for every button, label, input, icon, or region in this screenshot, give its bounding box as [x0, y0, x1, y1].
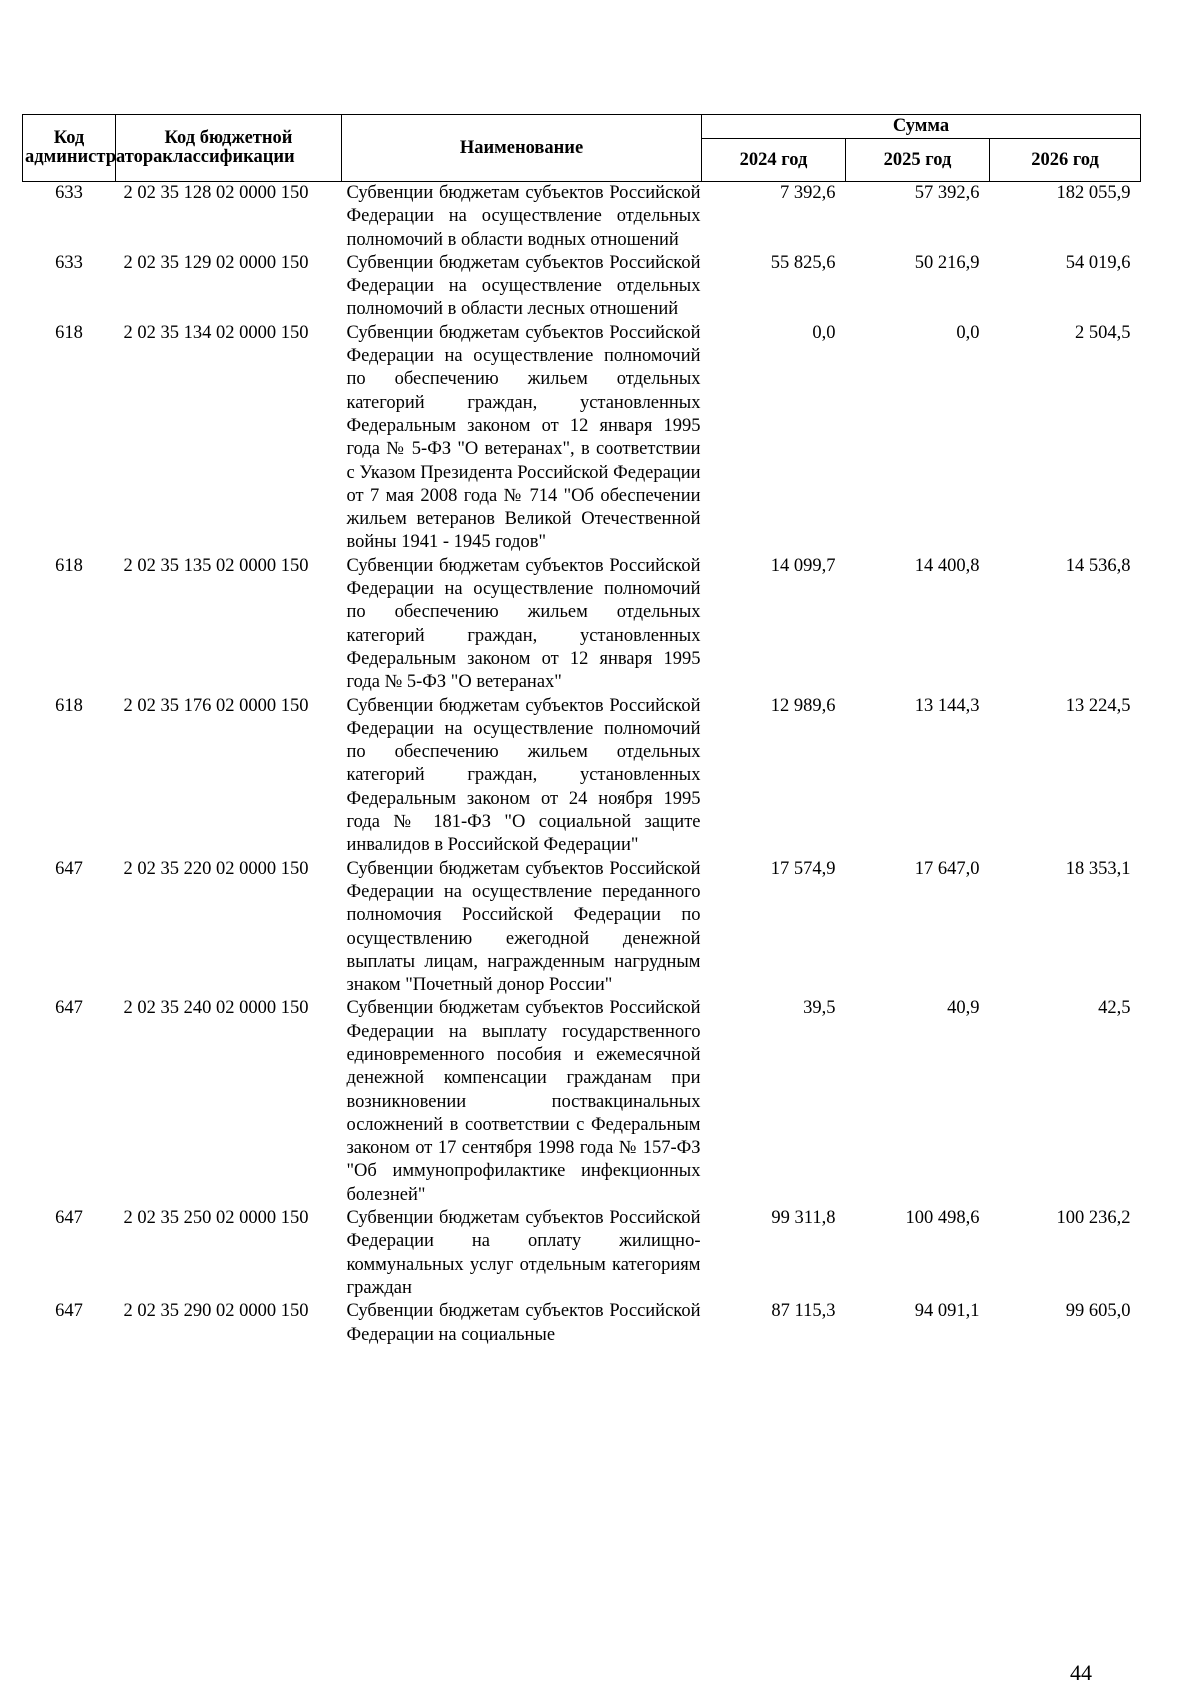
table-row [23, 858, 1141, 998]
header-year-2026: 2026 год [990, 139, 1141, 182]
kbk-cell: 2 02 35 176 02 0000 150 [123, 695, 309, 716]
admin-code-cell: 647 [55, 998, 83, 1019]
kbk-cell: 2 02 35 250 02 0000 150 [123, 1208, 309, 1229]
table-row [23, 1207, 1141, 1300]
sum-2025-cell: 0,0 [956, 322, 980, 343]
sum-2024-cell: 99 311,8 [771, 1208, 836, 1229]
admin-code-cell: 647 [55, 1208, 83, 1229]
header-kbk: Код бюджетной классификации [116, 115, 342, 182]
sum-2026-cell: 182 055,9 [1056, 183, 1131, 203]
name-cell: Субвенции бюджетам субъектов Российской Федерации на осуществление полномочий по обеспечению жильем отдельных категорий граждан, установленных Федеральным законом от 12 января 1995 года № 5-ФЗ "О ветеранах" [346, 555, 701, 693]
table-row [23, 695, 1141, 858]
sum-2024-cell: 39,5 [803, 998, 836, 1019]
sum-2025-cell: 40,9 [947, 998, 980, 1019]
name-cell: Субвенции бюджетам субъектов Российской Федерации на осуществление отдельных полномочий в области лесных отношений [346, 252, 701, 320]
table-header-row [23, 115, 1141, 139]
name-cell: Субвенции бюджетам субъектов Российской Федерации на осуществление отдельных полномочий в области водных отношений [346, 183, 701, 250]
header-admin-code: Код администратора [23, 115, 116, 182]
sum-2026-cell: 18 353,1 [1065, 858, 1131, 879]
table-row [23, 555, 1141, 695]
header-year-2025: 2025 год [846, 139, 990, 182]
page-number: 44 [1070, 1660, 1092, 1685]
name-cell: Субвенции бюджетам субъектов Российской Федерации на осуществление полномочий по обеспечению жильем отдельных категорий граждан, установленных Федеральным законом от 12 января 1995 года № 5-ФЗ "О ветеранах", в соответствии с Указом Президента Российской Федерации от 7 мая 2008 года № 714 "Об обеспечении жильем ветеранов Великой Отечественной войны 1941 - 1945 годов" [346, 322, 701, 553]
sum-2026-cell: 54 019,6 [1065, 252, 1131, 273]
sum-2026-cell: 100 236,2 [1056, 1208, 1131, 1229]
name-cell: Субвенции бюджетам субъектов Российской Федерации на социальные [346, 1301, 701, 1345]
sum-2024-cell: 55 825,6 [770, 252, 836, 273]
admin-code-cell: 647 [55, 1301, 83, 1322]
name-cell: Субвенции бюджетам субъектов Российской Федерации на осуществление полномочий по обеспечению жильем отдельных категорий граждан, установленных Федеральным законом от 24 ноября 1995 года № 181-ФЗ "О социальной защите инвалидов в Российской Федерации" [346, 695, 701, 856]
budget-revenue-table [22, 114, 1141, 1347]
table-row [23, 997, 1141, 1207]
sum-2024-cell: 7 392,6 [780, 183, 836, 203]
kbk-cell: 2 02 35 240 02 0000 150 [123, 998, 309, 1019]
sum-2025-cell: 17 647,0 [914, 858, 980, 879]
kbk-cell: 2 02 35 135 02 0000 150 [123, 555, 309, 576]
sum-2025-cell: 100 498,6 [905, 1208, 980, 1229]
sum-2026-cell: 13 224,5 [1065, 695, 1131, 716]
sum-2024-cell: 0,0 [812, 322, 836, 343]
kbk-cell: 2 02 35 290 02 0000 150 [123, 1301, 309, 1322]
header-name: Наименование [342, 115, 702, 182]
sum-2024-cell: 87 115,3 [771, 1301, 836, 1322]
sum-2024-cell: 12 989,6 [770, 695, 836, 716]
sum-2025-cell: 57 392,6 [914, 183, 980, 203]
kbk-cell: 2 02 35 134 02 0000 150 [123, 322, 309, 343]
sum-2024-cell: 17 574,9 [770, 858, 836, 879]
kbk-cell: 2 02 35 220 02 0000 150 [123, 858, 309, 879]
kbk-cell: 2 02 35 129 02 0000 150 [123, 252, 309, 273]
sum-2024-cell: 14 099,7 [770, 555, 836, 576]
table-row [23, 1300, 1141, 1347]
header-year-2024: 2024 год [702, 139, 846, 182]
sum-2025-cell: 94 091,1 [914, 1301, 980, 1322]
sum-2026-cell: 2 504,5 [1075, 322, 1131, 343]
sum-2025-cell: 50 216,9 [914, 252, 980, 273]
admin-code-cell: 647 [55, 858, 83, 879]
kbk-cell: 2 02 35 128 02 0000 150 [123, 183, 309, 203]
sum-2026-cell: 99 605,0 [1065, 1301, 1131, 1322]
table-row [23, 322, 1141, 555]
sum-2025-cell: 13 144,3 [914, 695, 980, 716]
name-cell: Субвенции бюджетам субъектов Российской Федерации на оплату жилищно-коммунальных услуг отдельным категориям граждан [346, 1208, 701, 1298]
name-cell: Субвенции бюджетам субъектов Российской Федерации на осуществление переданного полномочия Российской Федерации по осуществлению ежегодной денежной выплаты лицам, награжденным нагрудным знаком "Почетный донор России" [346, 858, 701, 996]
sum-2026-cell: 14 536,8 [1065, 555, 1131, 576]
admin-code-cell: 633 [55, 252, 83, 273]
admin-code-cell: 618 [55, 555, 83, 576]
admin-code-cell: 633 [55, 183, 83, 203]
sum-2026-cell: 42,5 [1098, 998, 1131, 1019]
admin-code-cell: 618 [55, 322, 83, 343]
name-cell: Субвенции бюджетам субъектов Российской Федерации на выплату государственного единовременного пособия и ежемесячной денежной компенсации гражданам при возникновении поствакцинальных осложнений в соответствии с Федеральным законом от 17 сентября 1998 года № 157-ФЗ "Об иммунопрофилактике инфекционных болезней" [346, 998, 701, 1205]
table-row [23, 252, 1141, 322]
admin-code-cell: 618 [55, 695, 83, 716]
table-row [23, 182, 1141, 252]
header-sum: Сумма [702, 115, 1141, 139]
sum-2025-cell: 14 400,8 [914, 555, 980, 576]
